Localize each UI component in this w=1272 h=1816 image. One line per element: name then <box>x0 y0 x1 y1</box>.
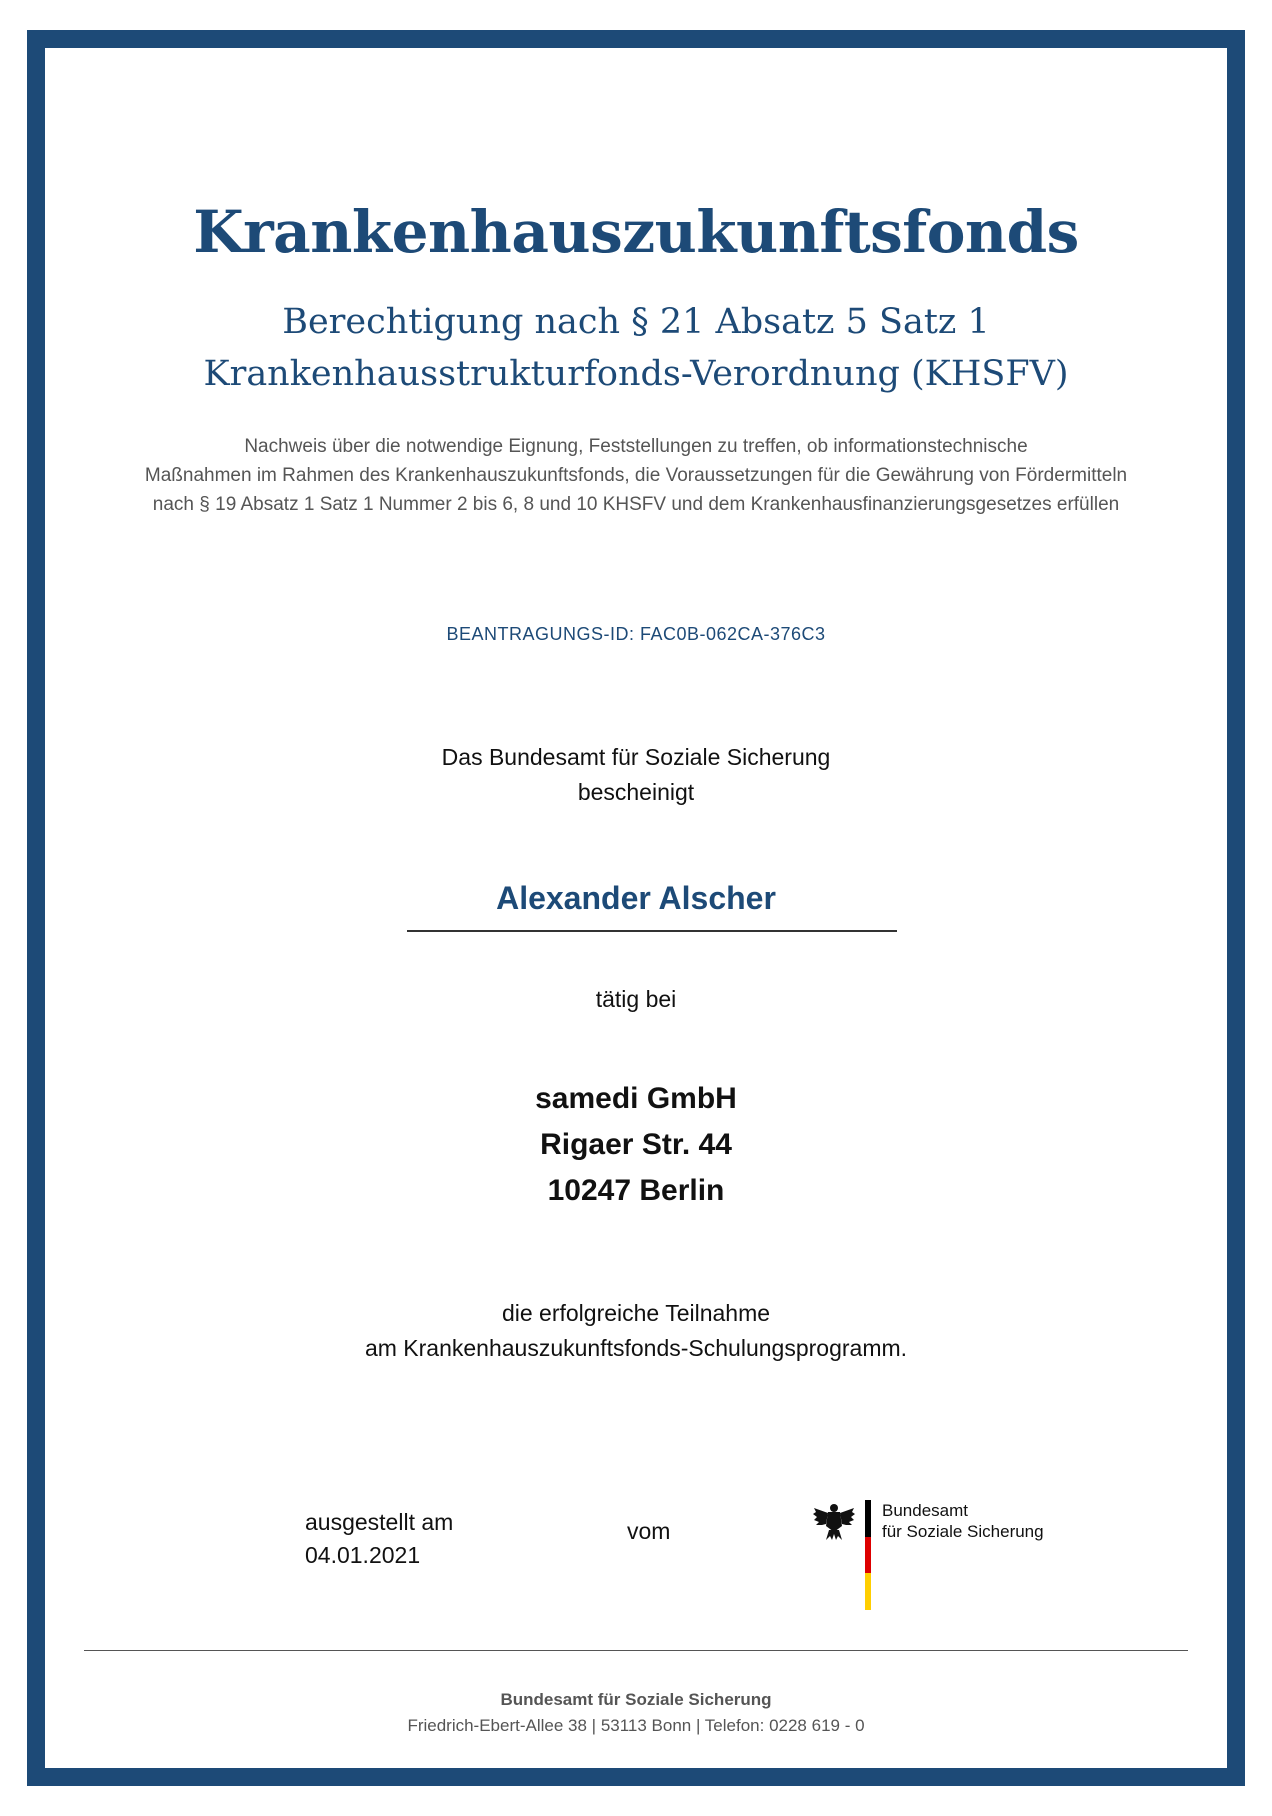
logo-text-line: Bundesamt <box>882 1501 968 1520</box>
subtitle-line: Krankenhausstrukturfonds-Verordnung (KHSFV) <box>203 354 1069 394</box>
flag-black <box>865 1500 871 1537</box>
company-name: samedi GmbH <box>535 1082 737 1115</box>
company-city: 10247 Berlin <box>547 1174 725 1207</box>
recipient-name: Alexander Alscher <box>496 880 776 916</box>
company-street: Rigaer Str. 44 <box>540 1128 732 1161</box>
flag-gold <box>865 1573 871 1610</box>
footer-address: Friedrich-Ebert-Allee 38 | 53113 Bonn | Telefon: 0228 619 - 0 <box>407 1716 865 1735</box>
description-line: Maßnahmen im Rahmen des Krankenhauszukunftsfonds, die Voraussetzungen für die Gewährung von Fördermitteln <box>144 465 1128 486</box>
bas-logo <box>812 1500 1072 1612</box>
logo-text <box>882 1500 1044 1542</box>
from-label: vom <box>627 1518 671 1544</box>
footer-divider <box>84 1650 1188 1651</box>
logo-text-line: für Soziale Sicherung <box>882 1522 1044 1541</box>
company-address <box>0 1076 1272 1214</box>
footer-organization: Bundesamt für Soziale Sicherung <box>500 1690 772 1709</box>
issuer-statement <box>0 740 1272 810</box>
certificate-title: Krankenhauszukunftsfonds <box>193 198 1079 266</box>
description-line: nach § 19 Absatz 1 Satz 1 Nummer 2 bis 6, 8 und 10 KHSFV und dem Krankenhausfinanzierungsgesetzes erfüllen <box>152 494 1120 515</box>
employed-at-label: tätig bei <box>595 986 677 1012</box>
german-flag-bar <box>865 1500 871 1610</box>
issued-block <box>305 1506 453 1572</box>
federal-eagle-icon <box>812 1502 856 1542</box>
certificate-subtitle <box>0 296 1272 400</box>
certificate-description <box>0 432 1272 519</box>
issuer-line: bescheinigt <box>577 779 695 805</box>
flag-red <box>865 1537 871 1573</box>
recipient-underline <box>407 930 897 932</box>
application-id: BEANTRAGUNGS-ID: FAC0B-062CA-376C3 <box>446 624 826 644</box>
completion-line: am Krankenhauszukunftsfonds-Schulungsprogramm. <box>364 1335 908 1361</box>
completion-statement <box>0 1296 1272 1366</box>
description-line: Nachweis über die notwendige Eignung, Feststellungen zu treffen, ob informationstechnische <box>244 436 1028 457</box>
issuer-line: Das Bundesamt für Soziale Sicherung <box>441 744 831 770</box>
completion-line: die erfolgreiche Teilnahme <box>501 1300 771 1326</box>
subtitle-line: Berechtigung nach § 21 Absatz 5 Satz 1 <box>282 302 990 342</box>
issued-label: ausgestellt am <box>305 1509 454 1535</box>
issued-date: 04.01.2021 <box>305 1542 421 1568</box>
